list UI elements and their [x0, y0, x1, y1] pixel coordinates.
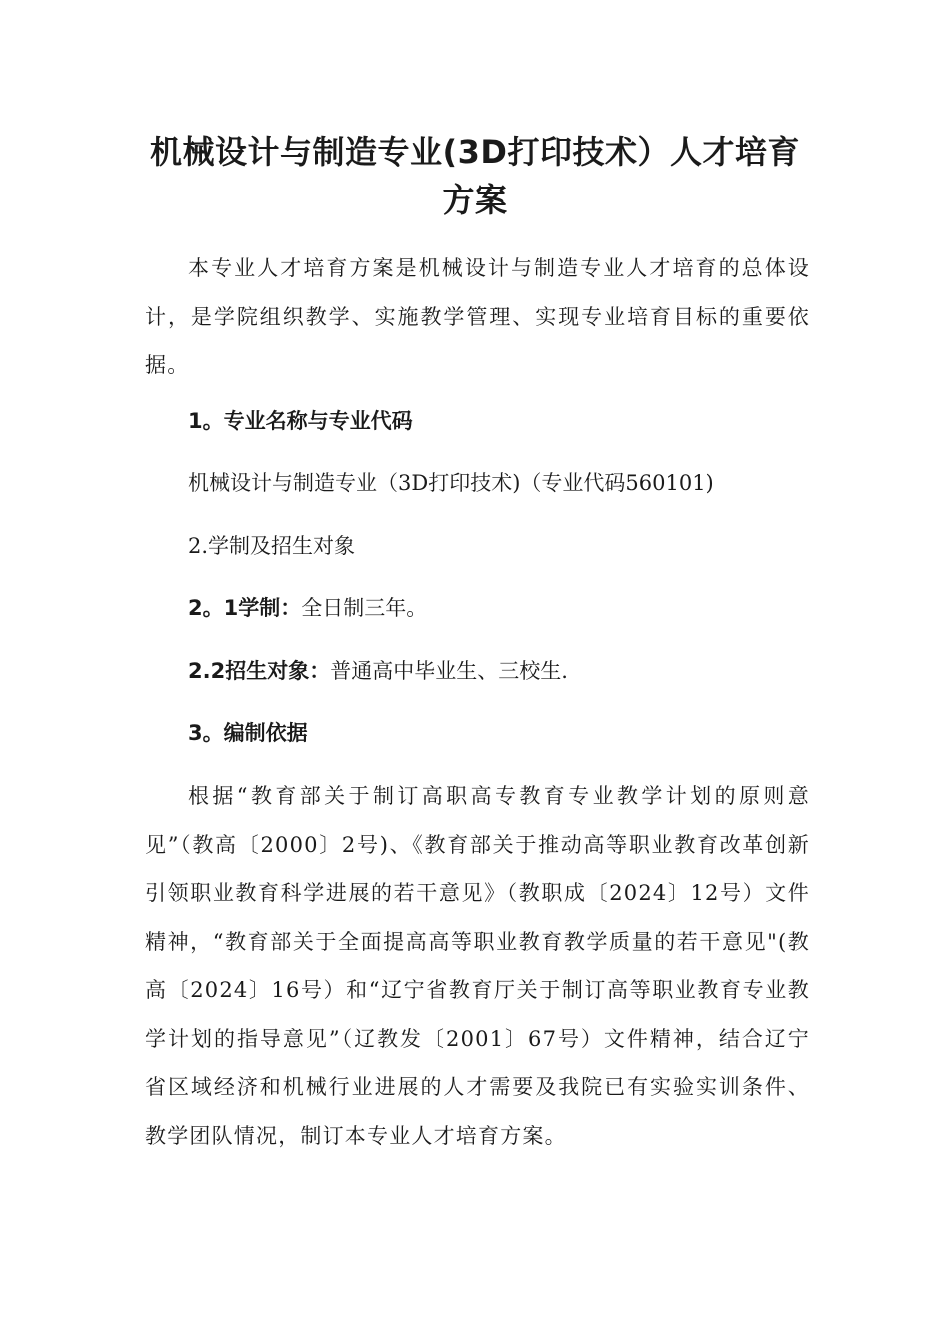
section-3-paragraph: 根据“教育部关于制订高职高专教育专业教学计划的原则意见”（教高〔2000〕2号)、《教育部关于推动高等职业教育改革创新引领职业教育科学进展的若干意见》（教职成〔2024〕12号）文件精神，“教育部关于全面提高高等职业教育教学质量的若干意见"(教高〔2024〕16号）和“辽宁省教育厅关于制订高等职业教育专业教学计划的指导意见”（辽教发〔2001〕67号）文件精神，结合辽宁省区域经济和机械行业进展的人才需要及我院已有实验实训条件、教学团队情况，制订本专业人才培育方案。 — [145, 784, 810, 1148]
section-2-2-value: 普通高中毕业生、三校生. — [330, 659, 568, 683]
section-2-1-label: 2。1学制： — [188, 596, 302, 620]
section-2-1 — [188, 593, 810, 623]
intro-paragraph: 本专业人才培育方案是机械设计与制造专业人才培育的总体设计，是学院组织教学、实施教学管理、实现专业培育目标的重要依据。 — [145, 256, 810, 377]
section-1-heading: 1。专业名称与专业代码 — [188, 409, 413, 433]
document-title: 机械设计与制造专业(3D打印技术）人才培育方案 — [150, 133, 800, 219]
section-3-heading: 3。编制依据 — [188, 721, 308, 745]
section-2-1-value: 全日制三年。 — [301, 596, 428, 620]
section-2-2 — [188, 656, 810, 686]
section-2-heading: 2.学制及招生对象 — [188, 534, 356, 558]
section-2-2-label: 2.2招生对象： — [188, 659, 331, 683]
section-1-text: 机械设计与制造专业（3D打印技术)（专业代码560101) — [188, 471, 714, 495]
